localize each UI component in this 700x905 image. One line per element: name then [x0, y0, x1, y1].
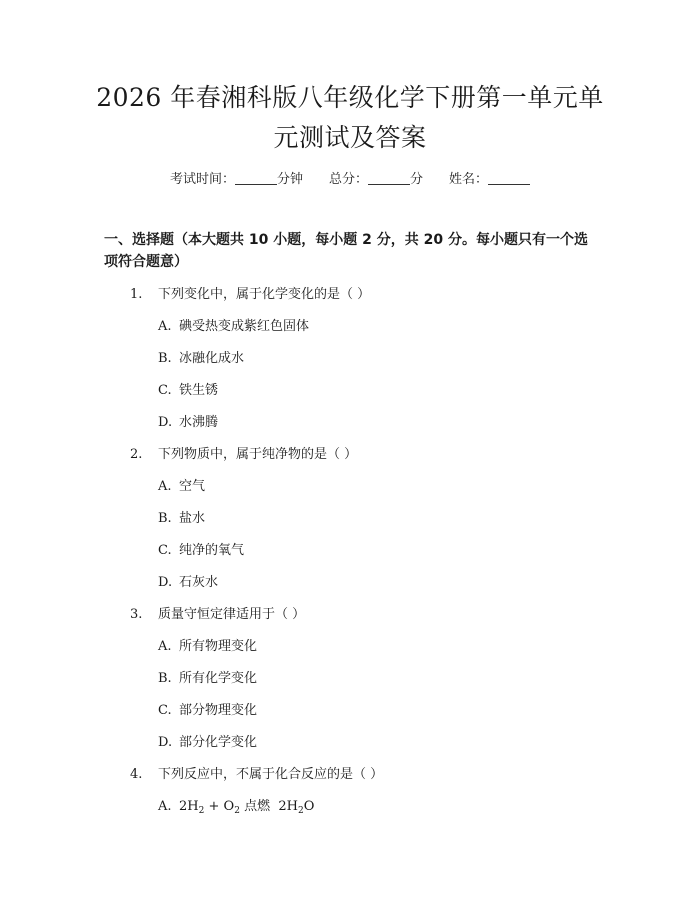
- option-letter: A.: [158, 319, 172, 334]
- exam-time-label: 考试时间：: [169, 172, 235, 187]
- exam-info-line: [0, 168, 700, 187]
- question-1: [130, 283, 370, 302]
- equation-reactant-1: $2H_2$: [179, 799, 205, 816]
- question-1-option-c[interactable]: [158, 379, 218, 398]
- option-text: 所有化学变化: [179, 671, 258, 686]
- equation-condition: 点燃: [244, 799, 271, 814]
- option-letter: B.: [158, 671, 172, 686]
- option-text: 盐水: [179, 511, 206, 526]
- exam-title: [60, 78, 640, 158]
- question-3-option-b[interactable]: [158, 667, 257, 686]
- exam-time-unit: 分钟: [276, 172, 303, 187]
- option-text: 空气: [179, 479, 206, 494]
- option-letter: A.: [158, 639, 172, 654]
- question-4-option-a[interactable]: [158, 795, 314, 814]
- option-text: 碘受热变成紫红色固体: [179, 319, 310, 334]
- option-letter: B.: [158, 351, 172, 366]
- question-number: 3.: [130, 607, 143, 622]
- exam-title-line-1: 2026 年春湘科版八年级化学下册第一单元单: [96, 83, 604, 112]
- question-1-option-b[interactable]: [158, 347, 244, 366]
- question-2: [130, 443, 357, 462]
- option-text: 所有物理变化: [179, 639, 258, 654]
- option-text: 水沸腾: [179, 415, 219, 430]
- question-number: 2.: [130, 447, 143, 462]
- equation-reactant-2: $O_2$: [223, 799, 240, 816]
- question-3-option-d[interactable]: [158, 731, 257, 750]
- question-3: [130, 603, 305, 622]
- question-4: [130, 763, 383, 782]
- question-number: 1.: [130, 287, 143, 302]
- name-label: 姓名：: [449, 172, 489, 187]
- question-number: 4.: [130, 767, 143, 782]
- question-2-option-b[interactable]: [158, 507, 205, 526]
- option-text: 石灰水: [179, 575, 219, 590]
- question-2-option-d[interactable]: [158, 571, 218, 590]
- question-1-option-d[interactable]: [158, 411, 218, 430]
- section-1-heading: 一、选择题（本大题共 10 小题，每小题 2 分，共 20 分。每小题只有一个选项符合题意）: [104, 232, 588, 270]
- question-text: 下列变化中，属于化学变化的是（ ）: [158, 287, 371, 302]
- option-letter: D.: [158, 575, 173, 590]
- option-text: 部分化学变化: [179, 735, 258, 750]
- option-text: 铁生锈: [179, 383, 219, 398]
- total-score-unit: 分: [410, 172, 424, 187]
- name-blank[interactable]: [488, 172, 530, 185]
- question-3-option-c[interactable]: [158, 699, 257, 718]
- question-3-option-a[interactable]: [158, 635, 257, 654]
- option-letter: C.: [158, 703, 172, 718]
- question-text: 下列反应中，不属于化合反应的是（ ）: [158, 767, 384, 782]
- total-score-blank[interactable]: [368, 172, 410, 185]
- option-letter: C.: [158, 383, 172, 398]
- option-letter: A.: [158, 479, 172, 494]
- equation-plus: +: [208, 799, 220, 814]
- option-text: 部分物理变化: [179, 703, 258, 718]
- option-letter: A.: [158, 799, 172, 814]
- option-letter: C.: [158, 543, 172, 558]
- exam-time-blank[interactable]: [235, 172, 277, 185]
- question-2-option-a[interactable]: [158, 475, 205, 494]
- equation-product-1: $2H_2O$: [278, 799, 315, 816]
- option-letter: D.: [158, 735, 173, 750]
- option-text: 冰融化成水: [179, 351, 245, 366]
- option-letter: B.: [158, 511, 172, 526]
- total-score-label: 总分：: [328, 172, 368, 187]
- question-text: 质量守恒定律适用于（ ）: [158, 607, 306, 622]
- question-2-option-c[interactable]: [158, 539, 244, 558]
- option-text: 纯净的氧气: [179, 543, 245, 558]
- question-text: 下列物质中，属于纯净物的是（ ）: [158, 447, 358, 462]
- option-letter: D.: [158, 415, 173, 430]
- question-1-option-a[interactable]: [158, 315, 309, 334]
- exam-title-line-2: 元测试及答案: [273, 123, 427, 152]
